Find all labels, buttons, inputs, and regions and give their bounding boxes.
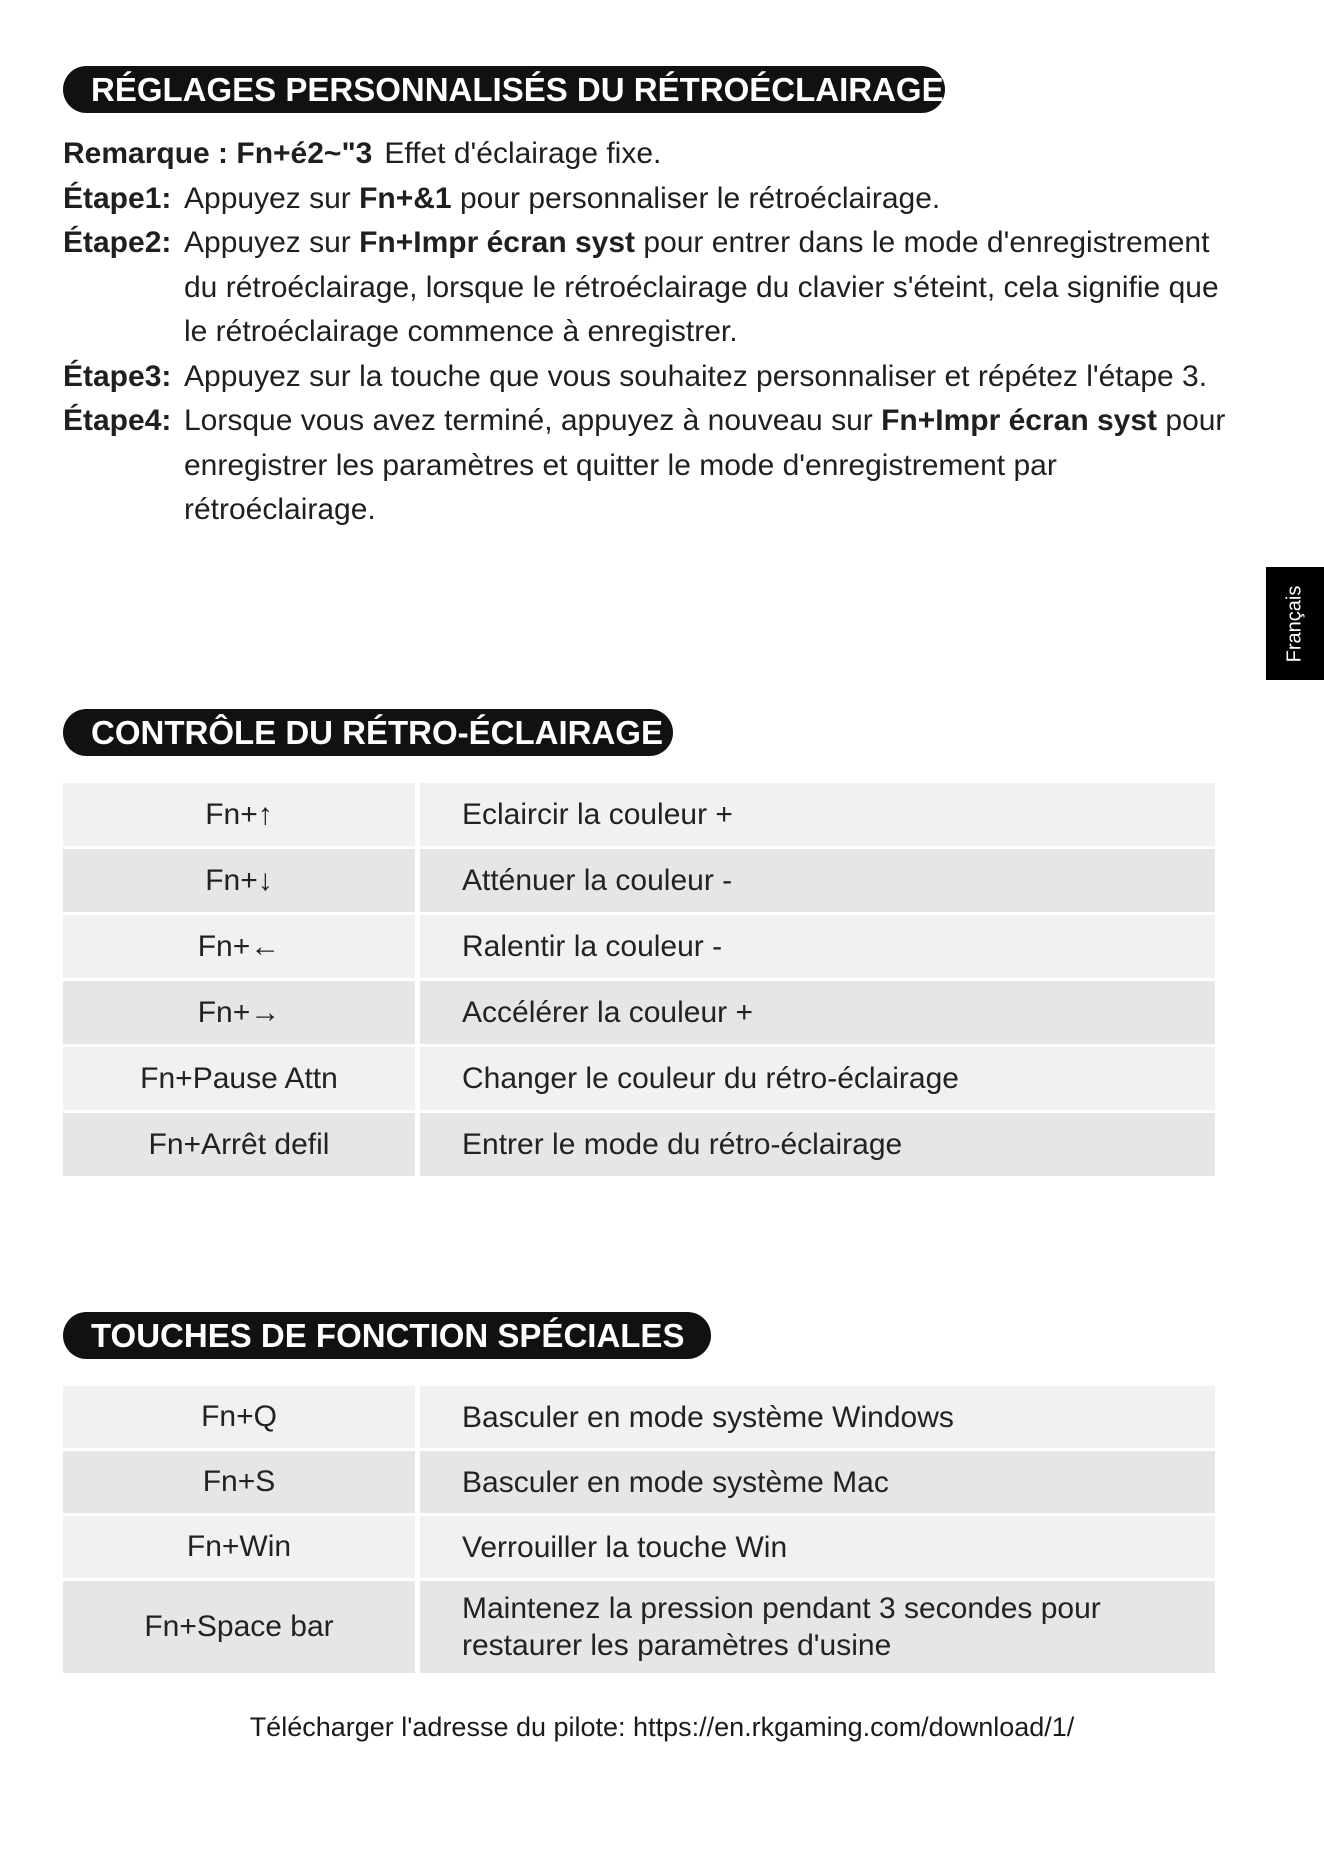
step-label: Étape1: (63, 181, 172, 215)
key-cell: Fn+← (63, 915, 420, 978)
step-text-part: Appuyez sur la touche que vous souhaitez personnaliser et répétez l'étape 3. (184, 359, 1208, 393)
desc-cell: Ralentir la couleur - (420, 915, 1215, 978)
table-row (63, 783, 1215, 846)
key-cell: Fn+Q (63, 1386, 420, 1448)
desc-cell: Basculer en mode système Windows (420, 1386, 1215, 1448)
section-title-special-function-keys: TOUCHES DE FONCTION SPÉCIALES (63, 1312, 711, 1359)
step-key: Fn+Impr écran syst (881, 404, 1158, 437)
desc-cell: Entrer le mode du rétro-éclairage (420, 1113, 1215, 1176)
step-text (184, 221, 1243, 355)
table-row (63, 1581, 1215, 1673)
step-text (184, 177, 1243, 222)
desc-cell: Changer le couleur du rétro-éclairage (420, 1047, 1215, 1110)
step-text-part: Appuyez sur (184, 226, 360, 259)
section-title-backlight-control: CONTRÔLE DU RÉTRO-ÉCLAIRAGE (63, 709, 673, 756)
table-row (63, 849, 1215, 912)
language-tab-label: Français (1283, 585, 1306, 662)
step-text-part: Lorsque vous avez terminé, appuyez à nouveau sur (184, 404, 882, 437)
table-row (63, 1386, 1215, 1448)
desc-cell: Atténuer la couleur - (420, 849, 1215, 912)
key-cell: Fn+Win (63, 1516, 420, 1578)
step-key: Fn+&1 (359, 181, 452, 215)
table-row (63, 1516, 1215, 1578)
note-label: Remarque : Fn+é2~"3 (63, 137, 373, 170)
key-cell: Fn+S (63, 1451, 420, 1513)
desc-cell: Accélérer la couleur + (420, 981, 1215, 1044)
step-text (184, 399, 1243, 533)
note-line (63, 132, 1243, 177)
backlight-control-table (63, 780, 1215, 1179)
step-label: Étape2: (63, 226, 172, 259)
step-4 (63, 399, 1243, 533)
step-2 (63, 221, 1243, 355)
table-row (63, 981, 1215, 1044)
table-row (63, 1451, 1215, 1513)
table-row (63, 1113, 1215, 1176)
special-keys-table (63, 1383, 1215, 1676)
step-text-part: pour personnaliser le rétroéclairage. (451, 181, 941, 215)
driver-download-link[interactable]: Télécharger l'adresse du pilote: https://en.rkgaming.com/download/1/ (249, 1712, 1075, 1742)
key-cell: Fn+Pause Attn (63, 1047, 420, 1110)
desc-cell: Basculer en mode système Mac (420, 1451, 1215, 1513)
section-title-custom-backlight: RÉGLAGES PERSONNALISÉS DU RÉTROÉCLAIRAGE (63, 66, 945, 113)
key-cell: Fn+Space bar (63, 1581, 420, 1673)
step-label: Étape4: (63, 404, 172, 437)
step-1 (63, 177, 1243, 222)
desc-cell: Verrouiller la touche Win (420, 1516, 1215, 1578)
desc-cell: Eclaircir la couleur + (420, 783, 1215, 846)
key-cell: Fn+Arrêt defil (63, 1113, 420, 1176)
key-cell: Fn+↓ (63, 849, 420, 912)
steps-block (63, 132, 1243, 533)
table-row (63, 1047, 1215, 1110)
step-text-part: pour entrer dans le mode d'enregistrement du rétroéclairage, lorsque le rétroéclairage du clavier s'éteint, cela signifie que le rétroéclairage commence à enregistrer. (184, 226, 1219, 348)
key-cell: Fn+→ (63, 981, 420, 1044)
step-text-part: pour enregistrer les paramètres et quitter le mode d'enregistrement par rétroéclairage. (184, 404, 1226, 526)
step-text (184, 355, 1243, 400)
key-cell: Fn+↑ (63, 783, 420, 846)
table-row (63, 915, 1215, 978)
step-label: Étape3: (63, 359, 172, 393)
step-text-part: Appuyez sur (184, 181, 360, 215)
step-3 (63, 355, 1243, 400)
language-tab[interactable] (1266, 567, 1324, 680)
desc-cell: Maintenez la pression pendant 3 secondes pour restaurer les paramètres d'usine (420, 1581, 1215, 1673)
step-key: Fn+Impr écran syst (359, 226, 636, 259)
note-text: Effet d'éclairage fixe. (384, 137, 662, 170)
